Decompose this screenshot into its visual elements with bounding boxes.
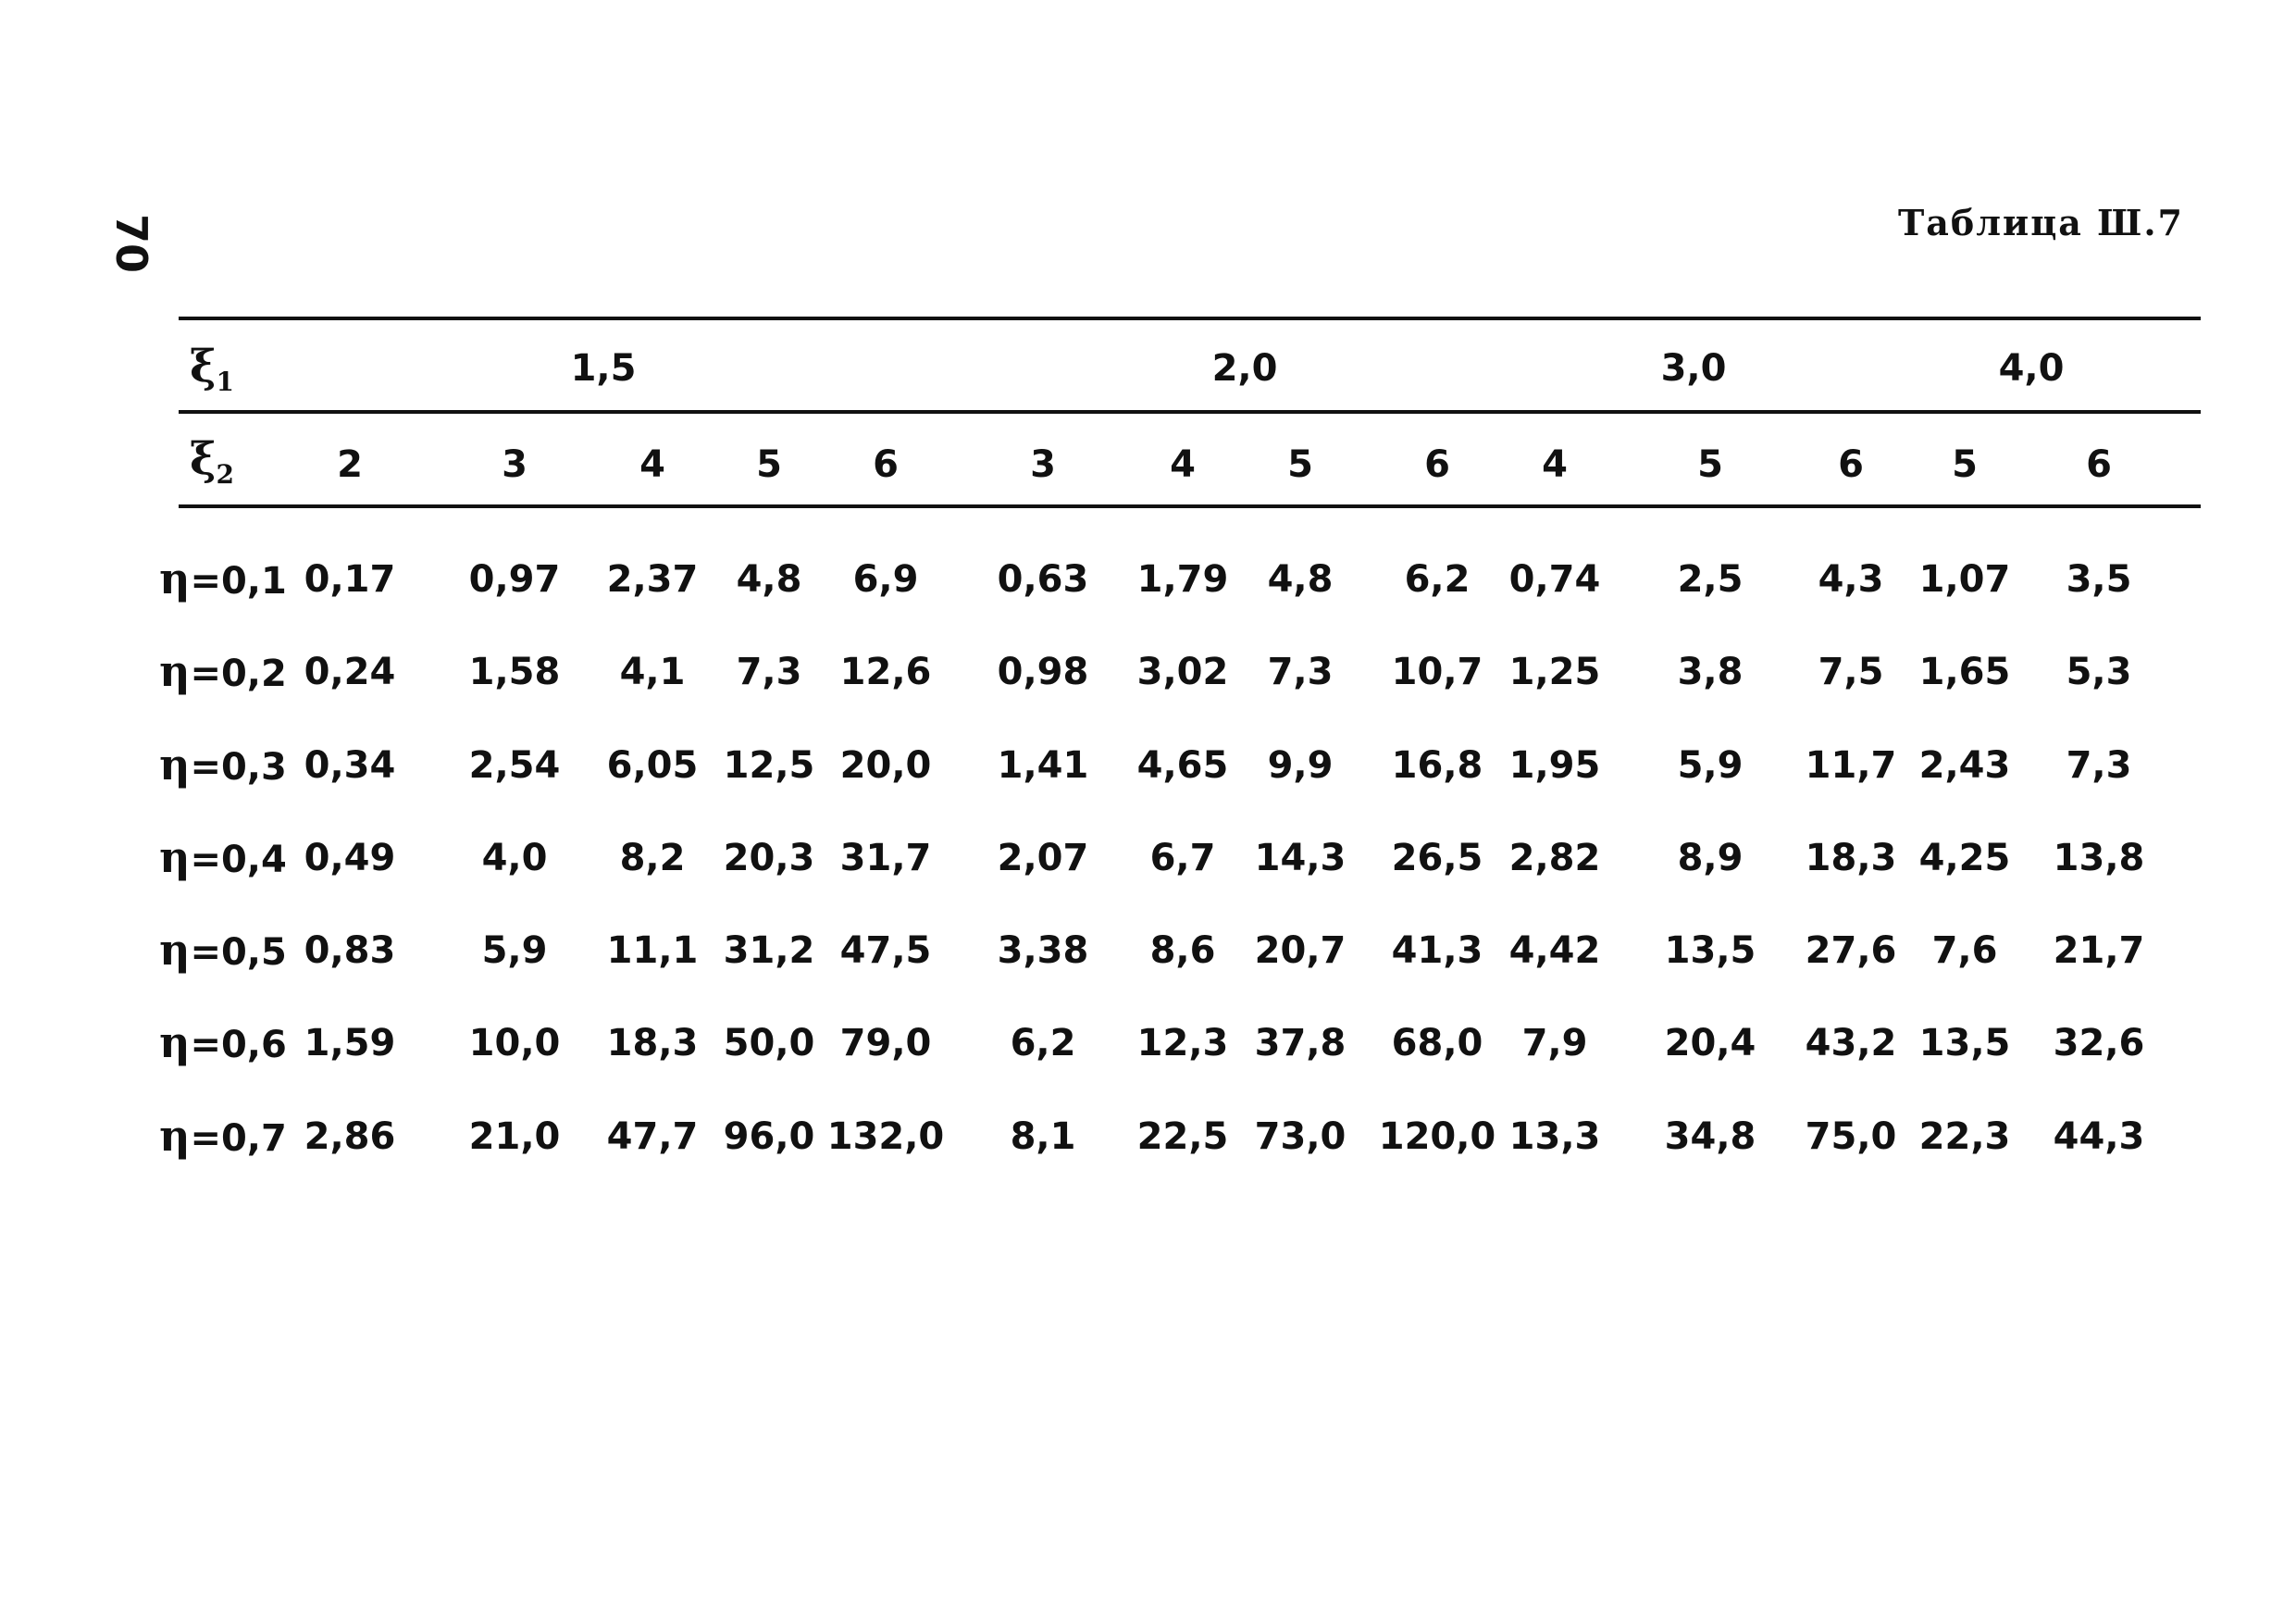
table-cell: 2,07: [997, 837, 1089, 879]
xi1-symbol: ξ: [190, 341, 217, 392]
table-cell: 5,9: [481, 929, 548, 972]
table-cell: 18,3: [1805, 837, 1897, 879]
table-cell: 0,34: [304, 744, 396, 787]
table-cell: 20,7: [1254, 929, 1347, 972]
xi2-label: [190, 433, 234, 490]
table-cell: 8,2: [619, 837, 686, 879]
subheader-cell: 5: [1697, 443, 1723, 486]
table-cell: 20,0: [839, 744, 932, 787]
table-cell: 6,9: [852, 558, 919, 601]
table-cell: 0,83: [304, 929, 396, 972]
table-cell: 41,3: [1391, 929, 1483, 972]
table-cell: 4,65: [1136, 744, 1229, 787]
row-label: [159, 925, 287, 975]
table-cell: 4,25: [1918, 837, 2011, 879]
table-cell: 4,3: [1818, 558, 1884, 601]
table-cell: 6,2: [1010, 1022, 1076, 1064]
table-cell: 12,6: [839, 651, 932, 693]
table-cell: 3,8: [1677, 651, 1744, 693]
eta-value: =0,1: [190, 560, 287, 603]
row-label: [159, 1111, 287, 1161]
table-cell: 7,3: [2066, 744, 2132, 787]
table-cell: 6,2: [1404, 558, 1471, 601]
table-cell: 96,0: [723, 1115, 815, 1158]
table-cell: 1,65: [1918, 651, 2011, 693]
table-cell: 1,95: [1508, 744, 1601, 787]
table-top-rule: [179, 317, 2201, 320]
table-cell: 1,79: [1136, 558, 1229, 601]
eta-symbol: η: [159, 1017, 191, 1067]
subheader-cell: 3: [1030, 443, 1056, 486]
table-cell: 2,86: [304, 1115, 396, 1158]
table-cell: 1,25: [1508, 651, 1601, 693]
table-cell: 20,4: [1664, 1022, 1756, 1064]
table-caption: Таблица Ш.7: [1897, 202, 2184, 243]
table-cell: 10,7: [1391, 651, 1483, 693]
table-cell: 32,6: [2053, 1022, 2145, 1064]
table-cell: 37,8: [1254, 1022, 1347, 1064]
eta-symbol: η: [159, 646, 191, 696]
table-cell: 31,2: [723, 929, 815, 972]
table-cell: 5,3: [2066, 651, 2132, 693]
table-cell: 1,41: [997, 744, 1089, 787]
table-cell: 8,6: [1149, 929, 1216, 972]
table-cell: 0,98: [997, 651, 1089, 693]
xi2-index: 2: [216, 459, 234, 490]
table-header-rule: [179, 410, 2201, 414]
table-cell: 10,0: [468, 1022, 561, 1064]
eta-symbol: η: [159, 740, 191, 790]
xi1-index: 1: [216, 367, 234, 397]
table-cell: 26,5: [1391, 837, 1483, 879]
table-cell: 18,3: [606, 1022, 699, 1064]
group-header-1: 1,5: [570, 347, 637, 390]
table-cell: 13,8: [2053, 837, 2145, 879]
xi1-label: [190, 341, 234, 397]
eta-value: =0,5: [190, 931, 287, 974]
subheader-cell: 6: [1424, 443, 1450, 486]
table-cell: 43,2: [1805, 1022, 1897, 1064]
table-cell: 44,3: [2053, 1115, 2145, 1158]
subheader-cell: 5: [1952, 443, 1978, 486]
subheader-cell: 4: [639, 443, 665, 486]
table-cell: 5,9: [1677, 744, 1744, 787]
table-cell: 3,38: [997, 929, 1089, 972]
table-cell: 12,3: [1136, 1022, 1229, 1064]
eta-symbol: η: [159, 554, 191, 604]
table-cell: 1,58: [468, 651, 561, 693]
eta-symbol: η: [159, 1111, 191, 1161]
eta-value: =0,4: [190, 839, 287, 881]
table-cell: 79,0: [839, 1022, 932, 1064]
table-cell: 2,37: [606, 558, 699, 601]
table-cell: 2,43: [1918, 744, 2011, 787]
row-label: [159, 554, 287, 604]
eta-symbol: η: [159, 925, 191, 975]
table-cell: 0,97: [468, 558, 561, 601]
table-cell: 73,0: [1254, 1115, 1347, 1158]
table-cell: 7,5: [1818, 651, 1884, 693]
table-cell: 0,63: [997, 558, 1089, 601]
table-cell: 0,74: [1508, 558, 1601, 601]
eta-value: =0,7: [190, 1117, 287, 1160]
subheader-cell: 3: [502, 443, 527, 486]
table-cell: 1,07: [1918, 558, 2011, 601]
table-cell: 16,8: [1391, 744, 1483, 787]
table-cell: 3,02: [1136, 651, 1229, 693]
table-cell: 13,5: [1918, 1022, 2011, 1064]
table-cell: 7,6: [1931, 929, 1998, 972]
table-cell: 75,0: [1805, 1115, 1897, 1158]
table-cell: 3,5: [2066, 558, 2132, 601]
table-cell: 6,7: [1149, 837, 1216, 879]
table-cell: 4,0: [481, 837, 548, 879]
table-cell: 20,3: [723, 837, 815, 879]
table-cell: 21,7: [2053, 929, 2145, 972]
eta-value: =0,3: [190, 746, 287, 789]
table-cell: 4,1: [619, 651, 686, 693]
eta-value: =0,2: [190, 653, 287, 695]
table-cell: 2,82: [1508, 837, 1601, 879]
subheader-cell: 6: [873, 443, 899, 486]
table-cell: 27,6: [1805, 929, 1897, 972]
table-cell: 6,05: [606, 744, 699, 787]
table-cell: 68,0: [1391, 1022, 1483, 1064]
page-number: 70: [106, 214, 156, 274]
table-cell: 22,5: [1136, 1115, 1229, 1158]
table-cell: 11,7: [1805, 744, 1897, 787]
table-cell: 0,17: [304, 558, 396, 601]
table-cell: 0,24: [304, 651, 396, 693]
subheader-cell: 2: [337, 443, 363, 486]
table-cell: 120,0: [1378, 1115, 1496, 1158]
table-cell: 7,3: [1267, 651, 1334, 693]
group-header-2: 2,0: [1211, 347, 1278, 390]
table-cell: 11,1: [606, 929, 699, 972]
table-cell: 34,8: [1664, 1115, 1756, 1158]
table-cell: 21,0: [468, 1115, 561, 1158]
table-cell: 13,3: [1508, 1115, 1601, 1158]
subheader-cell: 6: [1838, 443, 1864, 486]
table-cell: 50,0: [723, 1022, 815, 1064]
table-cell: 2,5: [1677, 558, 1744, 601]
table-subheader-rule: [179, 504, 2201, 508]
subheader-cell: 6: [2086, 443, 2112, 486]
subheader-cell: 5: [1287, 443, 1313, 486]
table-cell: 13,5: [1664, 929, 1756, 972]
table-cell: 47,5: [839, 929, 932, 972]
table-cell: 4,8: [736, 558, 802, 601]
group-header-4: 4,0: [1998, 347, 2065, 390]
subheader-cell: 5: [756, 443, 782, 486]
table-cell: 0,49: [304, 837, 396, 879]
table-cell: 47,7: [606, 1115, 699, 1158]
table-cell: 7,9: [1521, 1022, 1588, 1064]
subheader-cell: 4: [1170, 443, 1196, 486]
table-cell: 132,0: [826, 1115, 945, 1158]
table-cell: 4,42: [1508, 929, 1601, 972]
group-header-3: 3,0: [1660, 347, 1727, 390]
eta-symbol: η: [159, 832, 191, 882]
xi2-symbol: ξ: [190, 433, 217, 485]
eta-value: =0,6: [190, 1024, 287, 1066]
row-label: [159, 740, 287, 790]
table-cell: 12,5: [723, 744, 815, 787]
row-label: [159, 1017, 287, 1067]
table-cell: 1,59: [304, 1022, 396, 1064]
table-cell: 7,3: [736, 651, 802, 693]
row-label: [159, 832, 287, 882]
table-cell: 4,8: [1267, 558, 1334, 601]
subheader-cell: 4: [1542, 443, 1568, 486]
table-cell: 31,7: [839, 837, 932, 879]
row-label: [159, 646, 287, 696]
table-cell: 22,3: [1918, 1115, 2011, 1158]
table-cell: 9,9: [1267, 744, 1334, 787]
table-cell: 8,9: [1677, 837, 1744, 879]
table-cell: 8,1: [1010, 1115, 1076, 1158]
table-cell: 2,54: [468, 744, 561, 787]
table-cell: 14,3: [1254, 837, 1347, 879]
